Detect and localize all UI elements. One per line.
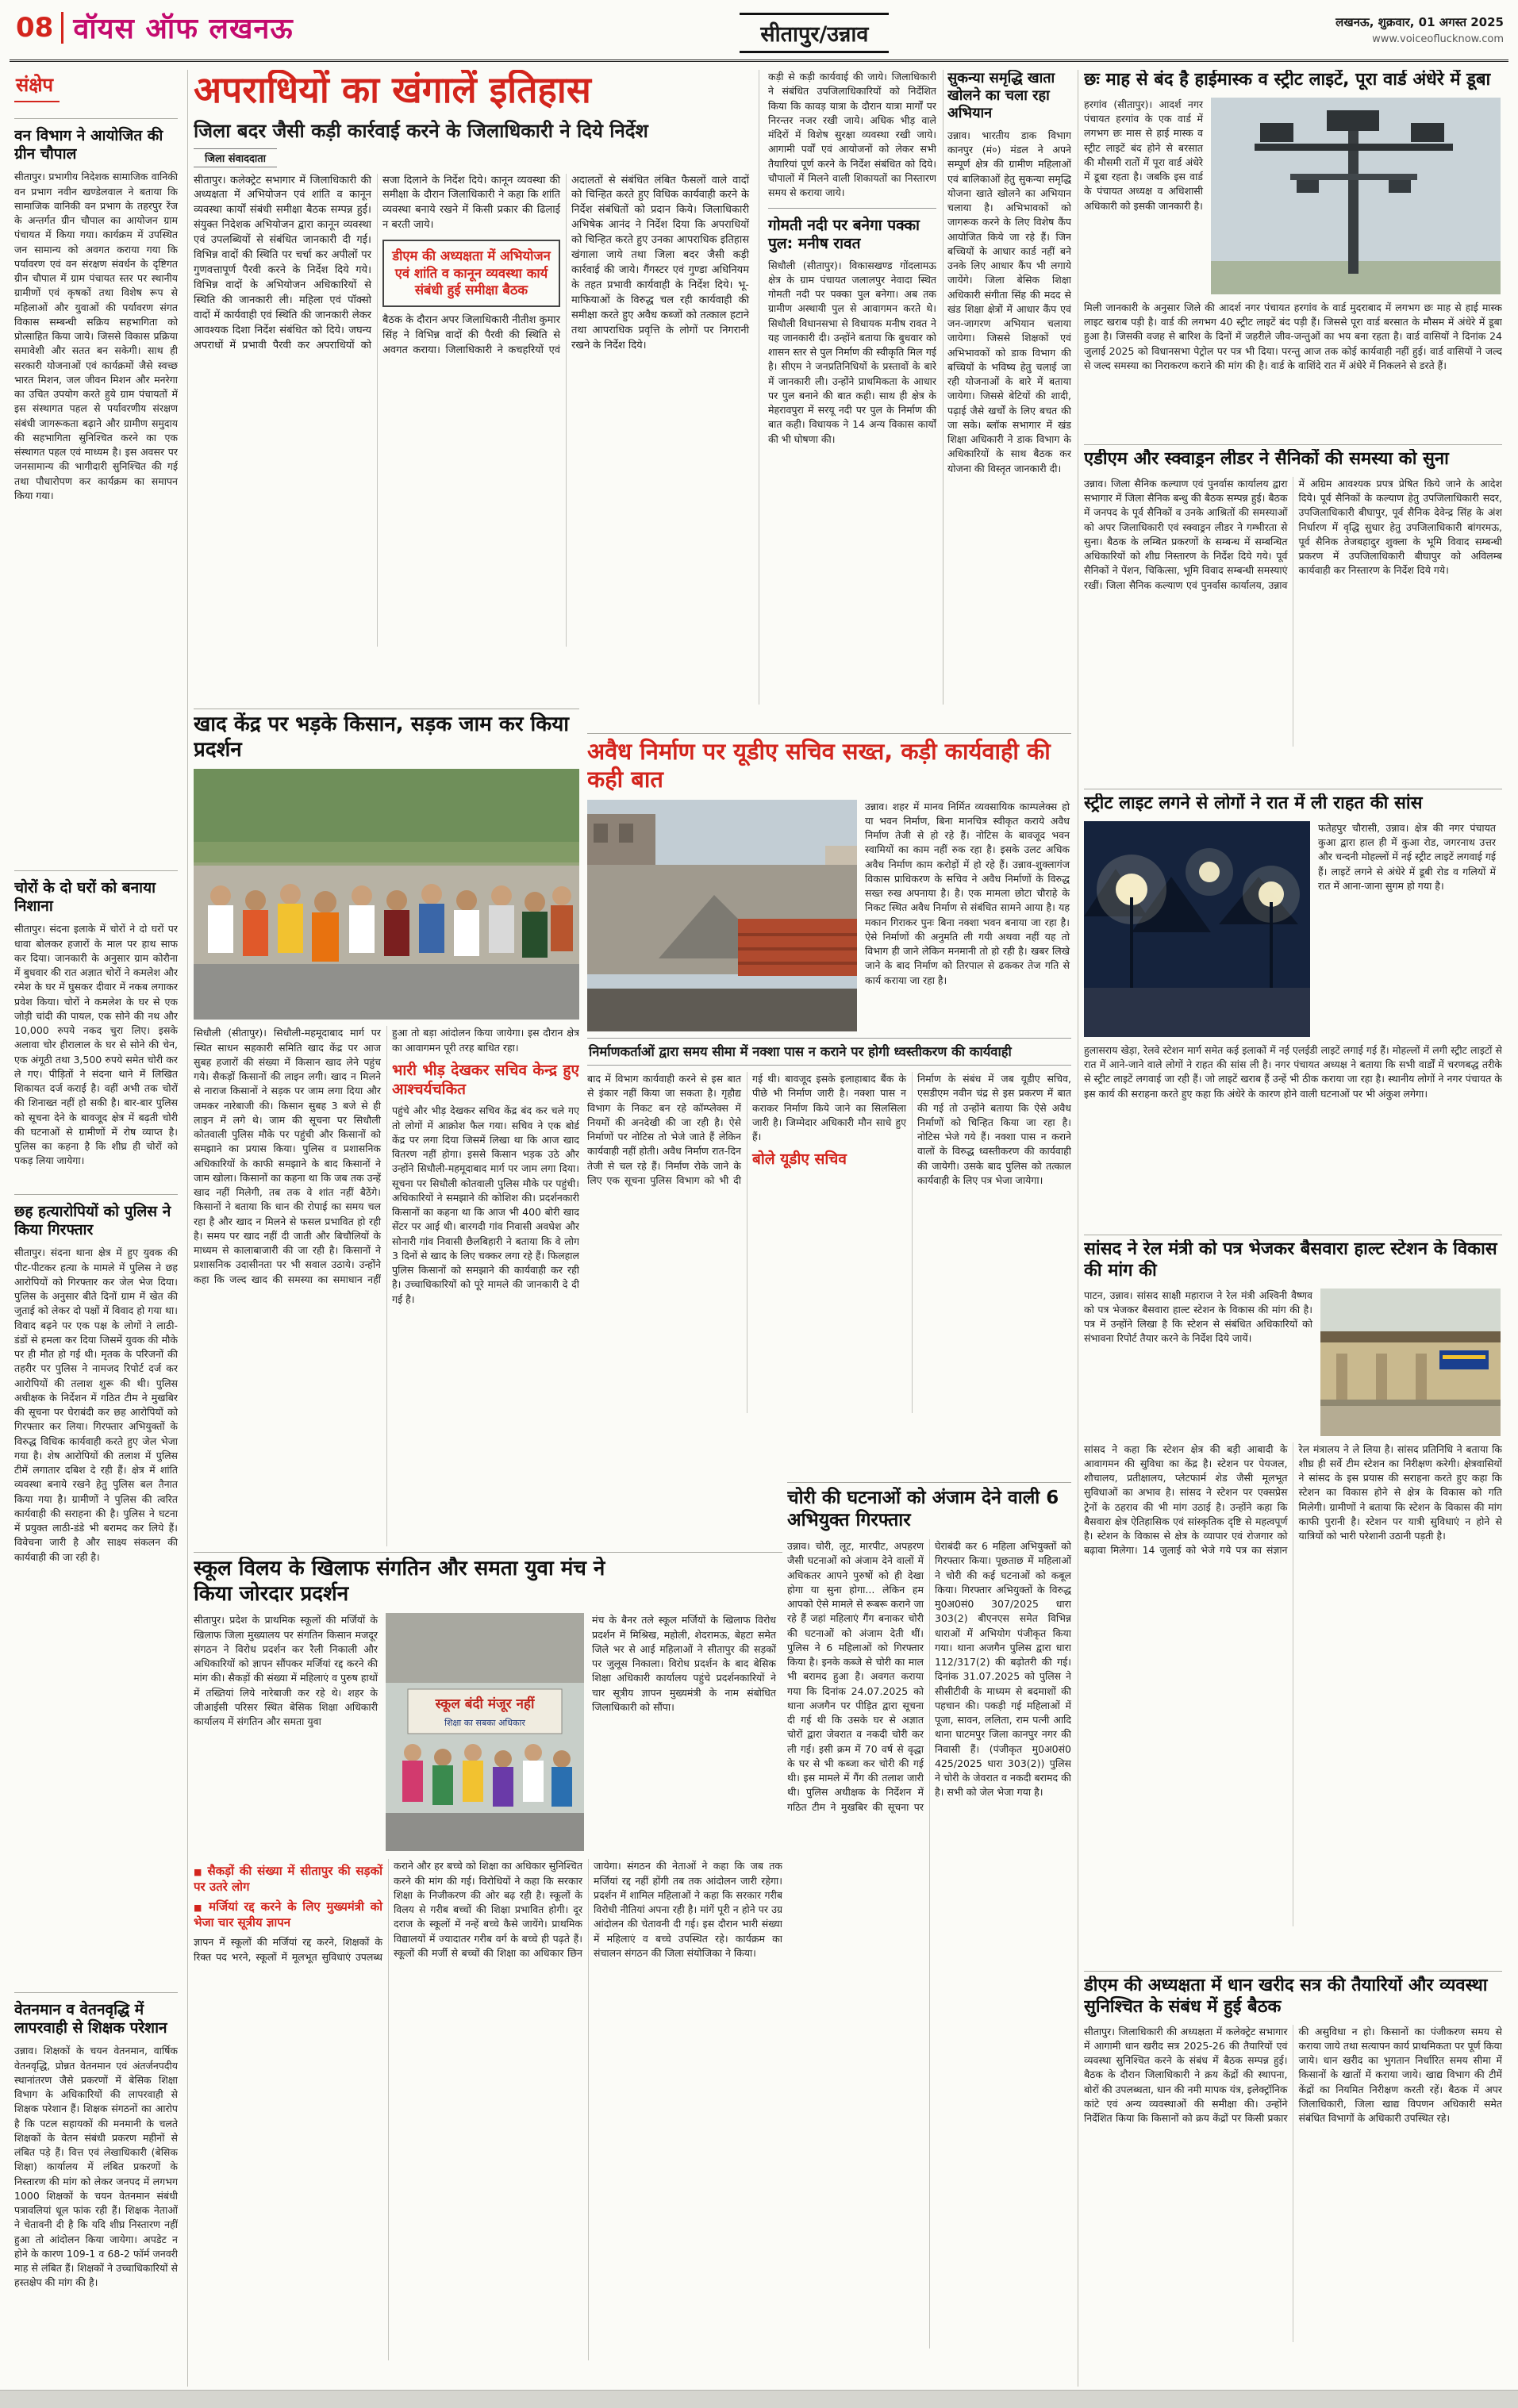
headline: छः माह से बंद है हाईमास्क व स्ट्रीट लाइटें, पूरा वार्ड अंधेरे में डूबा bbox=[1084, 70, 1491, 90]
column-rule bbox=[187, 70, 188, 2387]
body-text: सीतापुर। संदना थाना क्षेत्र में हुए युवक की पीट-पीटकर हत्या के मामले में पुलिस ने छह आरोपियों को गिरफ्तार कर जेल भेज दिया। पुलिस के अनुसार बीते दिनों ग्राम में खेत की जुताई को लेकर दो पक्षों में विवाद हो गया था। विवाद बढ़ने पर एक पक्ष के लोगों ने लाठी-डंडों से हमला कर दिया जिसमें युवक की मौके पर ही मौत हो गई थी। मृतक के परिजनों की तहरीर पर पुलिस ने नामजद रिपोर्ट दर्ज कर आरोपियों की तलाश शुरू की थी। पुलिस अधीक्षक के निर्देशन में गठित टीम ने मुखबिर की सूचना पर घेराबंदी कर छह आरोपियों को गिरफ्तार कर लिया। गिरफ्तार अभियुक्तों के विरुद्ध विधिक कार्यवाही करते हुए जेल भेजा गया है। शेष आरोपियों की तलाश में पुलिस टीमें लगातार दबिश दे रही हैं। क्षेत्र में शांति व्यवस्था बनाये रखने हेतु पुलिस बल तैनात किया गया है। ग्रामीणों ने पुलिस की त्वरित कार्यवाही की सराहना की है। पुलिस ने घटना में प्रयुक्त लाठी-डंडे भी बरामद कर लिये हैं। विवेचना जारी है और साक्ष्य संकलन की कार्यवाही की जा रही है। bbox=[14, 1246, 178, 1563]
headline: अवैध निर्माण पर यूडीए सचिव सख्त, कड़ी कार्यवाही की कही बात bbox=[587, 738, 1051, 793]
body-text: कड़ी से कड़ी कार्यवाई की जाये। जिलाधिकारी ने संबंधित उपजिलाधिकारियों को निर्देशित किया कि कावड़ यात्रा के दौरान यात्रा मार्गों पर निरन्तर नजर रखी जाये। अधिक भीड़ वाले मंदिरों में विशेष सुरक्षा व्यवस्था रखी जाये। आगामी पर्वों एवं आयोजनों को लेकर सभी तैयारियां पूर्ण करने के निर्देश संबंधित को दिये। चौपालों में मिलने वाली शिकायतों का निस्तारण समय से कराया जाये। bbox=[768, 71, 936, 198]
body-text: सीतापुर। संदना इलाके में चोरों ने दो घरों पर धावा बोलकर हजारों के माल पर हाथ साफ कर दिया। जानकारी के अनुसार ग्राम कोरौना में बुधवार की रात अज्ञात चोरों ने कमलेश और रमेश के घर में घुसकर दीवार में नकब लगाकर प्रवेश किया। चोरों ने कमलेश के घर से एक जोड़ी चांदी की पायल, एक सोने की नथ और 10,000 रुपये नकद चुरा लिए। इसके अलावा चोर हीरालाल के घर से सोने की चेन, एक अंगूठी तथा 3,500 रुपये समेत चोरी कर ले गए। पीड़ितों ने संदना थाने में लिखित शिकायत दर्ज कराई है। वहीं अभी तक चोरों की शिनाख्त नहीं हो सकी है। बार-बार पुलिस को सूचना देने के बावजूद क्षेत्र में बढ़ती चोरी की घटनाओं से ग्रामीणों में रोष व्याप्त है। पुलिस का कहना है कि शीघ्र ही चोरों को पकड़ लिया जायेगा। bbox=[14, 923, 178, 1167]
body-text: सीतापुर। प्रदेश के प्राथमिक स्कूलों की मर्जियों के खिलाफ जिला मुख्यालय पर संगतिन किसान मजदूर संगठन ने विरोध प्रदर्शन कर रैली निकाली और अधिकारियों को ज्ञापन सौंपकर मर्जियां रद्द करने की मांग की। सैकड़ों की संख्या में महिलाएं व पुरुष हाथों में तख्तियां लिये नारेबाजी कर रहे थे। शहर के जीआईसी परिसर स्थित बेसिक शिक्षा अधिकारी कार्यालय में संगतिन और समता युवा bbox=[194, 1614, 378, 1728]
page-footer bbox=[0, 2390, 1518, 2408]
avaidh-article bbox=[587, 738, 1071, 1479]
bullet-item: ■ मर्जियां रद्द करने के लिए मुख्यमंत्री को भेजा चार सूत्रीय ज्ञापन bbox=[194, 1899, 382, 1930]
dateline: लखनऊ, शुक्रवार, 01 अगस्त 2025 bbox=[1335, 15, 1504, 29]
body-text: उन्नाव। जिला सैनिक कल्याण एवं पुनर्वास कार्यालय द्वारा सभागार में जिला सैनिक बन्धु की बैठक सम्पन्न हुई। बैठक में जनपद के पूर्व सैनिकों व उनके आश्रितों की समस्याओं को अपर जिलाधिकारी एवं स्क्वाड्रन लीडर ने गम्भीरता से सुना। बैठक के लम्बित प्रकरणों के सम्बन्ध में सम्बन्धित अधिकारियों को शीघ्र निस्तारण के निर्देश दिये गये। पूर्व सैनिकों ने पेंशन, चिकित्सा, भूमि विवाद सम्बन्धी समस्याएं रखीं। जिला सैनिक कल्याण एवं पुनर्वास कार्यालय, उन्नाव में अग्रिम आवश्यक प्रपत्र प्रेषित किये जाने के आदेश दिये। पूर्व सैनिकों के कल्याण हेतु उपजिलाधिकारी सदर, उपजिलाधिकारी बीघापुर, पूर्व सैनिक देवेन्द्र सिंह के अंश निर्धारण में वृद्धि सुधार हेतु उपजिलाधिकारी बांगरमऊ, पूर्व सैनिक तेजबहादुर शुक्ला के भूमि विवाद सम्बन्धी प्रकरण में उपजिलाधिकारी बीघापुर को अविलम्ब कार्यवाही कर निस्तारण के निर्देश दिये गये। bbox=[1084, 477, 1502, 591]
website-link[interactable]: www.voiceoflucknow.com bbox=[1372, 33, 1504, 45]
brief-sidebar bbox=[14, 70, 183, 2387]
khad-article bbox=[194, 712, 579, 1547]
gomti-body: सिधौली (सीतापुर)। विकासखण्ड गोंदलामऊ क्षेत्र के ग्राम पंचायत जलालपुर नेवादा स्थित गोमती नदी पर पक्का पुल बनेगा। अब तक ग्रामीण अस्थायी पुल से आवागमन करते थे। सिधौली विधानसभा से विधायक मनीष रावत ने यह जानकारी दी। उन्होंने बताया कि बुधवार को शासन स्तर से पुल निर्माण की स्वीकृति मिल गई है। सीएम ने जनप्रतिनिधियों के प्रस्तावों के बारे में जानकारी ली। उन्होंने प्राथमिकता के आधार पर पुल बनाने की बात कही। साथ ही क्षेत्र के मेहरावपुरा में सरयू नदी पर पुल के निर्माण की बात कही। विधायक ने 14 अन्य विकास कार्यों की भी घोषणा की। bbox=[768, 259, 936, 445]
lead-article bbox=[194, 70, 936, 705]
night-street-photo bbox=[1084, 821, 1310, 1037]
paddy-meeting-article bbox=[1084, 1976, 1502, 2388]
mp-article bbox=[1084, 1239, 1502, 1966]
body-text: संगठन की नेताओं ने कहा कि जब तक मर्जियां रद्द नहीं होंगी तब तक आंदोलन जारी रहेगा। प्रदर्शन में शामिल महिलाओं ने कहा कि सरकार गरीब विरोधी नीतियां अपना रही है। मांगें पूरी न होने पर उग्र आंदोलन की चेतावनी दी गई। इस दौरान भारी संख्या में महिलाएं व बच्चे उपस्थित रहे। कार्यक्रम का संचालन संगठन की जिला संयोजिका ने किया। bbox=[594, 1860, 782, 1959]
page-number: 08 bbox=[14, 12, 63, 44]
avaidh-side-text bbox=[865, 800, 1070, 1031]
school-protest-photo bbox=[386, 1613, 584, 1851]
headline: छह हत्यारोपियों को पुलिस ने किया गिरफ्तार bbox=[14, 1203, 171, 1239]
body-text: फतेहपुर चौरासी, उन्नाव। क्षेत्र की नगर पंचायत कुआ द्वारा हाल ही में कुआ रोड, जगरनाथ उत्तर और चन्दनी मोहल्लों में नई स्ट्रीट लाइटें लगवाई गई हैं। लाइटें लगने से अंधेरे में डूबी रोड व गलियों में रात में आना-जाना सुगम हो गया है। bbox=[1318, 821, 1496, 892]
dm-review-box: डीएम की अध्यक्षता में अभियोजन एवं शांति व कानून व्यवस्था कार्य संबंधी हुई समीक्षा बैठक bbox=[382, 240, 560, 306]
headline: एडीएम और स्क्वाड्रन लीडर ने सैनिकों की समस्या को सुना bbox=[1084, 449, 1449, 469]
section-label: सीतापुर/उन्नाव bbox=[740, 13, 889, 53]
body-text: हरगांव (सीतापुर)। आदर्श नगर पंचायत हरगांव के एक वार्ड में लगभग छः मास से हाई मास्क व स्ट्रीट लाइटें बंद होने से बरसात की मौसमी रातों में पूरा वार्ड अंधेरे में डूबा रहता है। जबकि इस वार्ड के पंचायत अध्यक्ष व अधिशासी अधिकारी को इसकी जानकारी है। bbox=[1084, 98, 1203, 212]
banner-subtext: शिक्षा का सबका अधिकार bbox=[444, 1718, 525, 1729]
highmast-article bbox=[1084, 70, 1502, 440]
headline: डीएम की अध्यक्षता में धान खरीद सत्र की तैयारियों और व्यवस्था सुनिश्चित के संबंध में हुई बैठक bbox=[1084, 1976, 1488, 2017]
chori-article bbox=[787, 1487, 1071, 2390]
byline: जिला संवाददाता bbox=[194, 148, 277, 167]
body-text: सीतापुर। जिलाधिकारी की अध्यक्षता में कलेक्ट्रेट सभागार में आगामी धान खरीद सत्र 2025-26 की तैयारियों एवं व्यवस्था सुनिश्चित करने के संबंध में बैठक सम्पन्न हुई। बैठक के दौरान जिलाधिकारी ने क्रय केंद्रों की स्थापना, बोरों की उपलब्धता, धान की नमी मापक यंत्र, इलेक्ट्रॉनिक कांटे एवं अन्य व्यवस्थाओं की समीक्षा की। उन्होंने निर्देशित किया कि किसानों को क्रय केंद्रों पर किसी प्रकार की असुविधा न हो। किसानों का पंजीकरण समय से कराया जाये तथा सत्यापन कार्य प्राथमिकता पर पूर्ण किया जाये। धान खरीद का भुगतान निर्धारित समय सीमा में किसानों के खातों में कराया जाये। खाद्य विभाग की टीमें केंद्रों का नियमित निरीक्षण करती रहें। बैठक में अपर जिलाधिकारी, जिला खाद्य विपणन अधिकारी समेत संबंधित विभागों के अधिकारी उपस्थित रहे। bbox=[1084, 2025, 1502, 2125]
body-text: ज्ञापन में स्कूलों की मर्जियां रद्द करने, शिक्षकों के रिक्त पद भरने, स्कूलों में मूलभूत सुविधाएं उपलब्ध कराने और हर बच्चे को शिक्षा का अधिकार सुनिश्चित करने की मांग की गई। विरोधियों ने कहा कि सरकार शिक्षा के निजीकरण की ओर बढ़ रही है। स्कूलों के विलय से गरीब बच्चों की शिक्षा प्रभावित होगी। दूर दराज के स्कूलों में नन्हें बच्चे कैसे जायेंगे। प्राथमिक विद्यालयों में ज्यादातर गरीब वर्ग के बच्चे ही पढ़ते हैं। स्कूलों की मर्जी से बच्चों की शिक्षा का अधिकार छिन जायेगा। bbox=[194, 1860, 621, 1963]
body-text: उन्नाव। शहर में मानव निर्मित व्यवसायिक काम्पलेक्स हो या भवन निर्माण, बिना मानचित्र स्वीकृत कराये अवैध निर्माण तेजी से हो रहे हैं। नोटिस के बावजूद भवन स्वामियों का काम नहीं रुक रहा है। इसके उलट अधिक अवैध निर्माण काम करोड़ों में हो रहे हैं। उन्नाव-शुक्लागंज विकास प्राधिकरण के सचिव ने अवैध निर्माणों के विरुद्ध सख्त रुख अपनाया है। bbox=[865, 800, 1070, 900]
headline: वेतनमान व वेतनवृद्धि में लापरवाही से शिक्षक परेशान bbox=[14, 2001, 167, 2037]
brief-article-green-chaupal bbox=[14, 118, 178, 862]
body-text: मिली जानकारी के अनुसार जिले की आदर्श नगर पंचायत हरगांव के वार्ड मुदराबाद में लगभग छः माह से हाई मास्क लाइट खराब पड़ी है। वार्ड की लगभग 40 स्ट्रीट लाइटें बंद पड़ी हैं। जिससे पूरा वार्ड बरसात के मौसम में अंधेरे में डूबा हुआ है। जिसकी वजह से बारिश के दिनों में जहरीले जीव-जन्तुओं का भय बना रहता है। वार्ड वासियों ने दिनांक 24 जुलाई 2025 को विधानसभा पेट्रोल पर पत्र भी दिया। परन्तु आज तक कोई कार्यवाही नहीं हुई। वार्ड वासियों ने जल्द से जल्द समस्या का निराकरण कराने की मांग की है। वार्ड के वाशिंदे रात में अंधेरे में निकलने से डरते हैं। bbox=[1084, 301, 1502, 371]
farmers-protest-photo bbox=[194, 769, 579, 1020]
bullet-item: ■ सैकड़ों की संख्या में सीतापुर की सड़कों पर उतरे लोग bbox=[194, 1864, 382, 1895]
body-text: है। एक मामला छोटा चौराहे के निकट स्थित अवैध निर्माण से संबंधित सामने आया है। यह मकान गिराकर पुनः बिना नक्शा भवन बनाया जा रहा है। ऐसे निर्माणों की अनुमति ली गयी अथवा नहीं यह तो विभाग ही जाने लेकिन मनमानी तो हो रही है। खबर लिखे जाने के बाद निर्माण को तिरपाल से ढककर तेज गति से कार्य कराया जा रहा है। bbox=[865, 887, 1070, 986]
body-text: बाद में विभाग कार्यवाही करने से इस बात से इंकार नहीं किया जा सकता है। गृहौद्य विभाग के निकट बन रहे कॉम्प्लेक्स में नियमों की अनदेखी की जा रही है। ऐसे निर्माणों पर नोटिस तो भेजे जाते हैं लेकिन कार्यवाही नहीं होती। अवैध निर्माण रात-दिन तेजी से चल रहे हैं। निर्माण रोके जाने के लिए एक सूचना पुलिस विभाग को भी दी गई थी। बावजूद इसके इलाहाबाद बैंक के पीछे भी निर्माण जारी है। नक्शा पास न कराकर निर्माण किये जाने का सिलसिला जारी है। जिम्मेदार अधिकारी मौन साधे हुए हैं। bbox=[587, 1073, 906, 1186]
body-text: सिधौली (सीतापुर)। सिधौली-महमूदाबाद मार्ग पर स्थित साधन सहकारी समिति खाद केंद्र पर आज सुबह हजारों की संख्या में किसान खाद लेने पहुंच गये। सैकड़ों किसानों की लाइन लगी। खाद न मिलने से नाराज किसानों ने सड़क पर जाम लगा दिया और जमकर नारेबाजी की। किसान सुबह 3 बजे से ही लाइन में लगे थे। जाम की सूचना पर सिधौली कोतवाली पुलिस मौके पर पहुंची और किसानों को समझाने का प्रयास किया। पुलिस व प्रशासनिक अधिकारियों के काफी समझाने के बाद किसानों ने जाम खोला। किसानों का कहना था कि bbox=[194, 1027, 381, 1184]
masthead-group bbox=[14, 8, 294, 47]
gomti-headline: गोमती नदी पर बनेगा पक्का पुल: मनीष रावत bbox=[768, 217, 920, 253]
lead-headline: अपराधियों का खंगालें इतिहास bbox=[194, 70, 591, 111]
lead-fourth-column bbox=[759, 70, 936, 705]
headline: सांसद ने रेल मंत्री को पत्र भेजकर बैसवारा हाल्ट स्टेशन के विकास की मांग की bbox=[1084, 1239, 1497, 1281]
khad-body bbox=[194, 1026, 579, 1546]
brief-title: संक्षेप bbox=[14, 70, 60, 102]
page-header bbox=[10, 5, 1508, 62]
body-text: सांसद ने कहा कि स्टेशन क्षेत्र की बड़ी आबादी के आवागमन की सुविधा का केंद्र है। स्टेशन पर पेयजल, शौचालय, प्रतीक्षालय, प्लेटफार्म शेड जैसी मूलभूत सुविधाओं का अभाव है। सांसद ने स्टेशन पर एक्सप्रेस ट्रेनों के ठहराव की भी मांग उठाई है। उन्होंने कहा कि बैसवारा क्षेत्र ऐतिहासिक एवं सांस्कृतिक दृष्टि से महत्वपूर्ण है। स्टेशन के विकास से क्षेत्र के व्यापार एवं रोजगार को बढ़ावा मिलेगा। 14 जुलाई को भेजे गये पत्र का संज्ञान रेल मंत्रालय ने ले लिया है। सांसद प्रतिनिधि ने बताया कि शीघ्र ही सर्वे टीम स्टेशन का निरीक्षण करेगी। क्षेत्रवासियों ने सांसद के इस प्रयास की सराहना करते हुए कहा कि स्टेशन का विकास होने से क्षेत्र के विकास को गति मिलेगी। ग्रामीणों ने बताया कि स्टेशन के विकास की मांग काफी पुरानी है। स्टेशन पर यात्री सुविधाएं न होने से यात्रियों को भारी परेशानी उठानी पड़ती है। bbox=[1084, 1442, 1502, 1557]
masthead: वॉयस ऑफ लखनऊ bbox=[73, 13, 294, 45]
body-text: उन्नाव। शिक्षकों के चयन वेतनमान, वार्षिक वेतनवृद्धि, प्रोन्नत वेतनमान एवं अंतर्जनपदीय स्थानांतरण जैसे प्रकरणों में बेसिक शिक्षा विभाग के अधिकारियों की लापरवाही से शिक्षक परेशान हैं। शिक्षक संगठनों का आरोप है कि पटल सहायकों की मनमानी के चलते शिक्षकों के वेतन संबंधी प्रकरण महीनों से लंबित पड़े हैं। वित्त एवं लेखाधिकारी (बेसिक शिक्षा) कार्यालय में लंबित प्रकरणों के निस्तारण की मांग को लेकर जनपद में लगभग 1000 शिक्षकों के चयन वेतनमान संबंधी पत्रावलियां धूल फांक रही हैं। शिक्षक नेताओं ने चेतावनी दी है कि यदि शीघ्र निस्तारण नहीं हुआ तो आंदोलन किया जायेगा। अपडेट न होने के कारण 109-1 व 68-2 फॉर्म जनवरी माह से लंबित हैं। शिक्षकों ने उच्चाधिकारियों से हस्तक्षेप की मांग की है। bbox=[14, 2045, 178, 2289]
headline: चोरों के दो घरों को बनाया निशाना bbox=[14, 879, 156, 916]
lead-main bbox=[194, 70, 749, 705]
body-text: निर्माण के संबंध में जब यूडीए सचिव, एसडीएम नवीन चंद्र से इस प्रकरण में बात की गई तो उन्होंने बताया कि ऐसे अवैध निर्माणों को चिन्हित किया जा रहा है। नोटिस भेजे गये हैं। नक्शा पास न कराने वालों के विरुद्ध ध्वस्तीकरण की कार्यवाही की जायेगी। उसके बाद पुलिस को तत्काल कार्यवाही के लिए पत्र भेजा जायेगा। bbox=[917, 1073, 1071, 1186]
headline: स्कूल विलय के खिलाफ संगतिन और समता युवा मंच ने किया जोरदार प्रदर्शन bbox=[194, 1557, 605, 1606]
body-text: हुलासराय खेड़ा, रेलवे स्टेशन मार्ग समेत कई इलाकों में नई एलईडी लाइटें लगाई गई हैं। मोहल्लों में लगी स्ट्रीट लाइटों से रात में आने-जाने वाले लोगों ने राहत की सांस ली है। नगर पंचायत अध्यक्ष ने बताया कि सभी वार्डों में चरणबद्ध तरीके से स्ट्रीट लाइटें लगवाई जा रही हैं। जो लाइटें खराब हैं उन्हें भी ठीक कराया जा रहा है। स्थानीय लोगों ने नगर पंचायत के इस कार्य की सराहना करते हुए कहा कि अंधेरे के कारण होने वाली घटनाओं पर भी अंकुश लगेगा। bbox=[1084, 1043, 1502, 1100]
railway-station-photo bbox=[1320, 1288, 1501, 1436]
body-text: पहुंचे और भीड़ देखकर सचिव केंद्र बंद कर चले गए तो लोगों में आक्रोश फैल गया। सचिव ने एक बोर्ड केंद्र पर लगा दिया जिसमें लिखा था कि आज खाद वितरण नहीं होगा। इससे किसान भड़क उठे और उन्होंने सिधौली-महमूदाबाद मार्ग पर जाम लगा दिया। सूचना पर सिधौली कोतवाली पुलिस मौके पर पहुंची। अधिकारियों ने समझाने की कोशिश की। प्रदर्शनकारी किसानों का कहना था कि आज भी 400 बोरी खाद सेंटर पर आई थी। बारगदी गांव निवासी अवधेश और सोनारी गांव निवासी छैलबिहारी ने बताया कि वे लोग 3 दिनों से खाद के लिए चक्कर लगा रहे हैं। फिलहाल पुलिस किसानों को समझाने की कार्यवाही कर रही है। उच्चाधिकारियों को पूरे मामले की जानकारी दे दी गई है। bbox=[392, 1104, 579, 1305]
highmast-light-photo bbox=[1211, 98, 1501, 294]
streetlight-article bbox=[1084, 793, 1502, 1230]
uda-secretary-subhead: बोले यूडीए सचिव bbox=[752, 1150, 847, 1169]
headline: चोरी की घटनाओं को अंजाम देने वाली 6 अभियुक्त गिरफ्तार bbox=[787, 1488, 1059, 1531]
headline: खाद केंद्र पर भड़के किसान, सड़क जाम कर किया प्रदर्शन bbox=[194, 712, 570, 762]
chori-body bbox=[787, 1539, 1071, 2348]
adm-article bbox=[1084, 449, 1502, 785]
avaidh-body bbox=[587, 1072, 1071, 1413]
body-text: जब तक उन्हें खाद नहीं मिलेगी, तब तक वे शांत नहीं बैठेंगे। किसानों ने बताया कि धान की रोपाई का समय चल रहा है और खाद न मिलने से फसल प्रभावित हो रही है। समय पर खाद नहीं दी जाती और बिचौलियों के माध्यम से कालाबाजारी की जा रही है। किसानों ने प्रशासनिक उदासीनता पर भी सवाल उठाये। उन्होंने कहा कि जल्द खाद की समस्या का समाधान नहीं हुआ तो बड़ा आंदोलन किया जायेगा। इस दौरान क्षेत्र का आवागमन पूरी तरह बाधित रहा। bbox=[194, 1027, 579, 1285]
lead-body bbox=[194, 174, 749, 647]
body-text: मंच के बैनर तले स्कूल मर्जियों के खिलाफ विरोध प्रदर्शन में मिश्रिख, महोली, शेदरामऊ, बेहटा समेत जिले भर से आई महिलाओं ने सीतापुर की सड़कों पर जुलूस निकाला। विरोध प्रदर्शन के बाद बेसिक शिक्षा अधिकारी कार्यालय पहुंचे प्रदर्शनकारियों ने चार सूत्रीय ज्ञापन मुख्यमंत्री के नाम संबोधित जिलाधिकारी को सौंपा। bbox=[592, 1614, 776, 1713]
body-text: बैठक के दौरान अपर जिलाधिकारी नीतीश कुमार सिंह ने विभिन्न वादों की पैरवी की स्थिति से अवगत कराया। जिलाधिकारी ने कचहरियों एवं अदालतों से संबंधित लंबित फैसलों वाले वादों को चिन्हित करते हुए विधिक कार्यवाही करने के निर्देश संबंधितों को प्रदान किये। जिलाधिकारी अभिषेक आनंद ने निर्देश दिया कि अपराधियों को चिन्हित करते हुए उनका आपराधिक इतिहास खंगाला जाये तथा जिला बदर जैसी कड़ी कार्रवाई की जाये। गैंगस्टर एवं गुण्डा अधिनियम के तहत प्रभावी कार्यवाही के निर्देश दिये। भू-माफियाओं के विरुद्ध चल रही कार्यवाही की समीक्षा करते हुए अवैध कब्जों को तत्काल हटाने तथा आपराधिक प्रवृत्ति के लोगों पर निगरानी रखने के निर्देश दिये। bbox=[382, 174, 749, 356]
body-text: उन्नाव। भारतीय डाक विभाग कानपुर (मं०) मंडल ने अपने सम्पूर्ण क्षेत्र की ग्रामीण महिलाओं एवं बालिकाओं हेतु सुकन्या समृद्धि योजना खाते खोलने का अभियान चलाया है। अभिभावकों को जागरूक करने के लिए विशेष कैंप आयोजित किये जा रहे हैं। जिन बच्चियों के आधार कार्ड नहीं बने उनके लिए आधार कैंप भी लगाये जायेंगे। जिला बेसिक शिक्षा अधिकारी संगीता सिंह की मदद से खंड शिक्षा क्षेत्रों में आधार कैंप एवं जन-जागरण अभियान चलाया जायेगा। जिससे शिक्षकों एवं अभिभावकों को डाक विभाग की बच्चियों के भविष्य हेतु चलाई जा रही योजनाओं के बारे में बताया जायेगा। जिससे बेटियों की शादी, पढ़ाई जैसे खर्चों के लिए बचत की जा सके। ब्लॉक सभागार में खंड शिक्षा अधिकारी ने डाक विभाग के अधिकारियों के साथ बैठक कर योजना की विस्तृत जानकारी दी। bbox=[947, 129, 1071, 474]
sukanya-article bbox=[947, 70, 1071, 733]
school-bottom-body bbox=[194, 1859, 782, 2360]
construction-site-photo bbox=[587, 800, 857, 1031]
body-text: सीतापुर। कलेक्ट्रेट सभागार में जिलाधिकारी की अध्यक्षता में अभियोजन एवं शांति व कानून व्यवस्था कार्यों संबंधी समीक्षा बैठक सम्पन्न हुई। संयुक्त निदेशक अभियोजन द्वारा कानून व्यवस्था एवं उपलब्धियों से संबंधित जानकारी दी गई। विभिन्न वादों की स्थिति पर चर्चा कर अपीलों पर गुणवत्तापूर्ण पैरवी करने के निर्देश दिये गये। विभिन्न वादों के अभियोजन अधिकारियों से स्थिति की जानकारी ली। महिला एवं पॉक्सो वादों में कार्यवाही एवं स्थिति की जानकारी लेकर आवश्यक दिशा निर्देश संबंधित को दिये। जघन्य अपराधों में प्रभावी पैरवी कर अपराधियों को सजा दिलाने के निर्देश दिये। कानून व्यवस्था की समीक्षा के दौरान जिलाधिकारी ने कहा कि शांति व्यवस्था बनाये रखने में किसी प्रकार की ढिलाई न बरती जाये। bbox=[194, 174, 560, 352]
headline: सुकन्या समृद्धि खाता खोलने का चला रहा अभियान bbox=[947, 70, 1055, 121]
avaidh-strap: निर्माणकर्ताओं द्वारा समय सीमा में नक्शा पास न कराने पर होगी ध्वस्तीकरण की कार्यवाही bbox=[587, 1038, 1071, 1066]
body-text: पाटन, उन्नाव। सांसद साक्षी महाराज ने रेल मंत्री अश्विनी वैष्णव को पत्र भेजकर बैसवारा हाल्ट स्टेशन के विकास की मांग की है। पत्र में उन्होंने लिखा है कि स्टेशन से संबंधित अधिकारियों को संभावना रिपोर्ट तैयार करने के निर्देश दिये जायें। bbox=[1084, 1288, 1312, 1345]
body-text: उन्नाव। चोरी, लूट, मारपीट, अपहरण जैसी घटनाओं को अंजाम देने वालों में अधिकतर आपने पुरुषों को ही देखा होगा या सुना होगा... लेकिन हम आपको ऐसे मामले से रूबरू कराने जा रहे हैं जहां महिलाएं गैंग बनाकर चोरी की घटनाओं को अंजाम देती थीं। पुलिस ने 6 महिलाओं को गिरफ्तार किया है। इनके कब्जे से चोरी का माल भी बरामद हुआ है। अवगत कराया गया कि दिनांक 24.07.2025 को थाना अजगैन पर पीड़ित द्वारा सूचना दी गई थी कि उसके घर से अज्ञात चोरों द्वारा जेवरात व नकदी चोरी कर ली गई। इसी क्रम में 70 वर्ष से वृद्धा के घर से भी कब्जा कर चोरी की गई थी। इस मामले में गैंग की तलाश जारी थी। bbox=[787, 1540, 924, 1799]
body-text: सीतापुर। प्रभागीय निदेशक सामाजिक वानिकी वन प्रभाग नवीन खण्डेलवाल ने बताया कि सामाजिक वानिकी वन प्रभाग के तहरपुर रेंज के अन्तर्गत ग्रीन चौपाल का आयोजन ग्राम पंचायत में किया गया। कार्यक्रम में उपस्थित जन सामान्य को अवगत कराया गया कि पर्यावरण एवं वन संरक्षण संवर्धन के दृष्टिगत ग्रीन चौपाल में ग्राम पंचायत स्तर पर स्थानीय ग्रामीणों एवं कृषकों तथा विशेष रूप से महिलाओं और युवाओं की पर्यावरण संगत विकास सम्बन्धी सक्रिय सहभागिता को प्रोत्साहित किया जाये। जिससे विकास प्रक्रिया समावेशी और सतत बन सकेगी। साथ ही सरकारी योजनाओं एवं कार्यक्रमों जैसे स्वच्छ भारत मिशन, जल जीवन मिशन और मनरेगा का उचित उपयोग करते हुये ग्राम पंचायतों में इस संस्थागत पहल से पर्यावरणीय संरक्षण संबंधी जागरूकता बढ़ाने और ग्रामीण समुदाय की सहभागिता सुनिश्चित करने का एक संस्थागत पहल एवं माध्यम है। इस अवसर पर जनसामान्य की भागीदारी सुनिश्चित की गई तथा पौधारोपण कर कार्यक्रम का समापन किया गया। bbox=[14, 171, 178, 501]
brief-article-teachers bbox=[14, 1992, 178, 2387]
school-protest-article bbox=[194, 1557, 782, 2390]
khad-subhead: भारी भीड़ देखकर सचिव केन्द्र हुए आश्चर्यचकित bbox=[392, 1061, 579, 1098]
headline: स्ट्रीट लाइट लगने से लोगों ने रात में ली राहत की सांस bbox=[1084, 793, 1423, 813]
header-right bbox=[1335, 8, 1504, 45]
brief-article-theft bbox=[14, 870, 178, 1186]
headline: वन विभाग ने आयोजित की ग्रीन चौपाल bbox=[14, 127, 163, 163]
banner-text: स्कूल बंदी मंजूर नहीं bbox=[435, 1696, 535, 1713]
lead-subhead: जिला बदर जैसी कड़ी कार्रवाई करने के जिलाधिकारी ने दिये निर्देश bbox=[194, 119, 648, 142]
brief-article-arrests bbox=[14, 1194, 178, 1984]
body-text: पुलिस अधीक्षक के निर्देशन में गठित टीम ने मुखबिर की सूचना पर घेराबंदी कर 6 महिला अभियुक्तों को गिरफ्तार किया। पूछताछ में महिलाओं ने चोरी की कई घटनाओं को कबूल किया। गिरफ्तार अभियुक्तों के विरुद्ध मु0अ0सं0 307/2025 धारा 303(2) बीएनएस समेत विभिन्न धाराओं में अभियोग पंजीकृत किया गया। थाना अजगैन पुलिस द्वारा धारा 112/317(2) की बढ़ोतरी की गई। दिनांक 31.07.2025 को पुलिस ने सीसीटीवी के माध्यम से बदमाशों की पहचान की। पकड़ी गई महिलाओं में पूजा, सावन, ललिता, राम पत्नी आदि थाना घाटमपुर जिला कानपुर नगर की निवासी हैं। (पंजीकृत मु0अ0सं0 425/2025 धारा 303(2)) पुलिस ने चोरी के जेवरात व नकदी बरामद की है। सभी को जेल भेजा गया है। bbox=[787, 1540, 1071, 1813]
